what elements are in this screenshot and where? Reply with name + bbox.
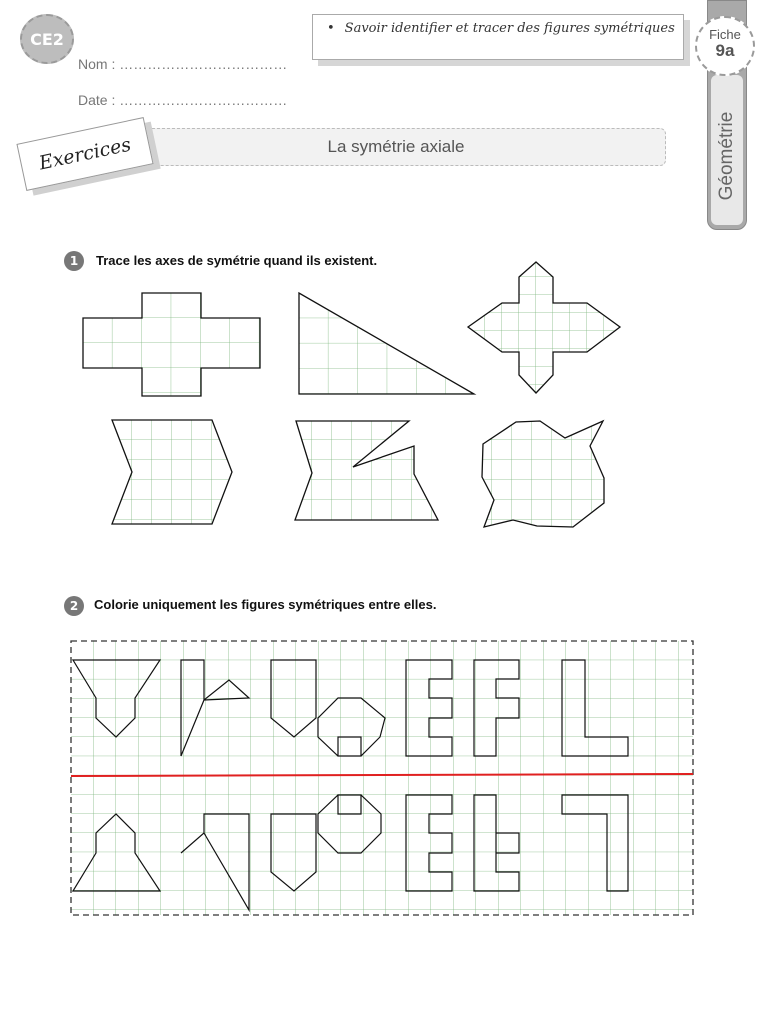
name-field: Nom : ……………………………… [78, 56, 288, 72]
exercise-1-instruction: Trace les axes de symétrie quand ils existent. [96, 253, 378, 268]
exercise-2-instruction: Colorie uniquement les figures symétriques entre elles. [94, 597, 437, 612]
exercise-2-number: 2 [64, 596, 84, 616]
grid-frame [71, 641, 693, 915]
fiche-number: 9a [715, 41, 735, 60]
level-label: CE2 [30, 29, 64, 49]
fiche-label: Fiche [709, 27, 741, 42]
page-title-text: La symétrie axiale [327, 137, 465, 156]
subject-label: Géométrie [716, 111, 737, 201]
skill-text: • Savoir identifier et tracer des figures symétriques [327, 21, 675, 36]
section-tag-text: Exercices [37, 133, 133, 175]
date-field: Date : ……………………………… [78, 92, 288, 108]
exercise-1-number: 1 [64, 251, 84, 271]
